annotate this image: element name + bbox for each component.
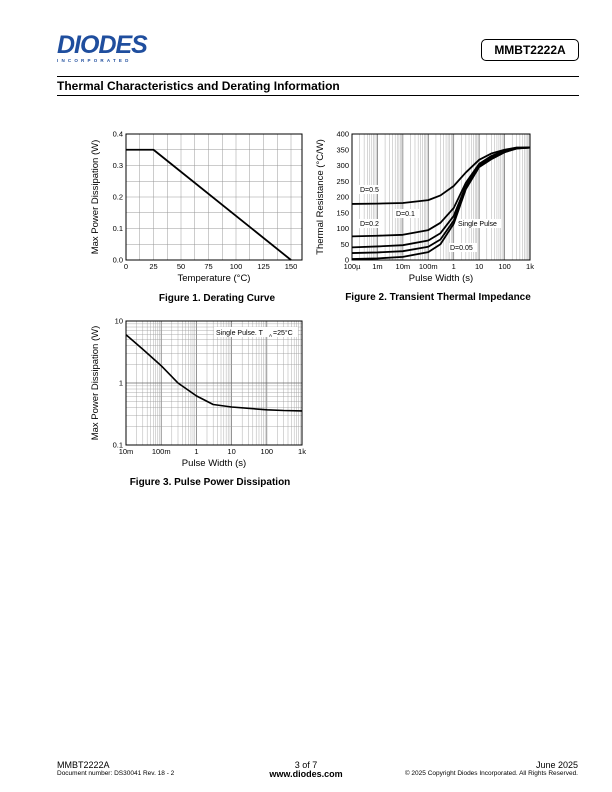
chart-0-x-tick: 25 [149, 262, 158, 271]
chart-0-x-tick: 100 [229, 262, 243, 271]
chart-0-y-tick: 0.0 [112, 255, 123, 265]
chart-0-y-label: Max Power Dissipation (W) [90, 139, 101, 255]
footer-copyright: © 2025 Copyright Diodes Incorporated. All Rights Reserved. [404, 770, 578, 777]
figure-1-caption: Figure 1. Derating Curve [158, 293, 276, 304]
transient-thermal-impedance-chart [312, 126, 544, 292]
chart-2-y-tick: 10 [114, 316, 123, 326]
chart-0-x-tick: 75 [204, 262, 213, 271]
chart-1-y-tick: 200 [336, 192, 349, 202]
chart-1-x-label: Pulse Width (s) [408, 273, 474, 284]
chart-1-y-tick: 0 [344, 255, 349, 265]
chart-2-y-label: Max Power Dissipation (W) [90, 325, 101, 441]
chart-2-y-tick: 1 [118, 378, 123, 388]
chart-1-annotation: D=0.2 [360, 221, 379, 228]
chart-1-y-label: Thermal Resistance (°C/W) [315, 139, 326, 255]
chart-1-y-tick: 300 [336, 161, 349, 170]
chart-1-x-tick: 10 [474, 262, 484, 271]
chart-0-x-tick: 125 [257, 262, 270, 271]
chart-2-x-tick: 1 [194, 447, 199, 456]
chart-1-annotation: D=0.5 [360, 187, 379, 194]
chart-1-annotation: D=0.05 [450, 245, 473, 252]
chart-2-x-tick: 100m [151, 447, 171, 456]
chart-0-x-tick: 150 [284, 262, 298, 271]
logo-wordmark: DIODES [57, 31, 147, 59]
footer-doc-number: Document number: DS30041 Rev. 18 - 2 [57, 770, 175, 777]
chart-2-x-tick: 10 [227, 447, 236, 456]
chart-1-x-tick: 10m [395, 262, 411, 271]
chart-2-annotation: Single Pulse. T [216, 330, 263, 337]
derating-curve-chart [88, 126, 310, 292]
chart-0-y-tick: 0.4 [112, 129, 123, 139]
pulse-power-dissipation-chart [88, 313, 310, 479]
chart-0-y-tick: 0.1 [112, 224, 123, 233]
chart-2-y-tick: 0.1 [112, 440, 123, 450]
section-rule [57, 95, 579, 96]
footer-part: MMBT2222A [57, 760, 110, 770]
chart-1-y-tick: 400 [336, 129, 349, 139]
chart-1-annotation: Single Pulse [458, 221, 497, 228]
chart-1-x-tick: 1 [451, 262, 456, 271]
figure-2-caption: Figure 2. Transient Thermal Impedance [345, 292, 531, 303]
chart-1-y-tick: 150 [336, 208, 349, 218]
chart-0-y-tick: 0.2 [112, 192, 123, 202]
chart-2-x-tick: 1k [298, 447, 306, 456]
chart-2-grid [126, 321, 302, 445]
chart-1-y-tick: 100 [336, 224, 349, 233]
chart-0-x-tick: 0 [123, 262, 129, 271]
chart-1-x-tick: 1m [372, 262, 383, 271]
footer-website[interactable]: www.diodes.com [269, 769, 343, 779]
header-rule [57, 76, 579, 77]
chart-2-x-tick: 100 [260, 447, 274, 456]
chart-2-x-tick: 10m [118, 447, 134, 456]
chart-0-x-label: Temperature (°C) [177, 273, 251, 284]
logo-subtitle: INCORPORATED [57, 58, 132, 63]
part-number-badge: MMBT2222A [481, 39, 579, 61]
chart-2-annotation-sub: A [269, 333, 273, 338]
chart-2-x-label: Pulse Width (s) [181, 458, 247, 469]
diodes-logo [57, 33, 159, 67]
chart-1-x-tick: 100 [498, 262, 511, 271]
footer-page: 3 of 7 [294, 760, 318, 770]
chart-2-annotation: =25°C [273, 330, 293, 337]
chart-1-y-tick: 50 [340, 239, 349, 249]
chart-1-y-tick: 250 [336, 176, 349, 186]
chart-1-y-tick: 350 [336, 145, 349, 155]
section-title: Thermal Characteristics and Derating Information [57, 79, 340, 93]
chart-0-x-tick: 50 [176, 262, 186, 271]
figure-3-caption: Figure 3. Pulse Power Dissipation [129, 477, 291, 488]
chart-1-x-tick: 1k [526, 262, 534, 271]
footer-date: June 2025 [535, 760, 578, 770]
chart-0-y-tick: 0.3 [112, 161, 123, 170]
chart-1-annotation: D=0.1 [396, 211, 415, 218]
chart-1-x-tick: 100µ [343, 262, 361, 271]
chart-2-series-line [126, 335, 302, 411]
chart-0-grid [126, 134, 302, 260]
chart-1-x-tick: 100m [418, 262, 438, 271]
